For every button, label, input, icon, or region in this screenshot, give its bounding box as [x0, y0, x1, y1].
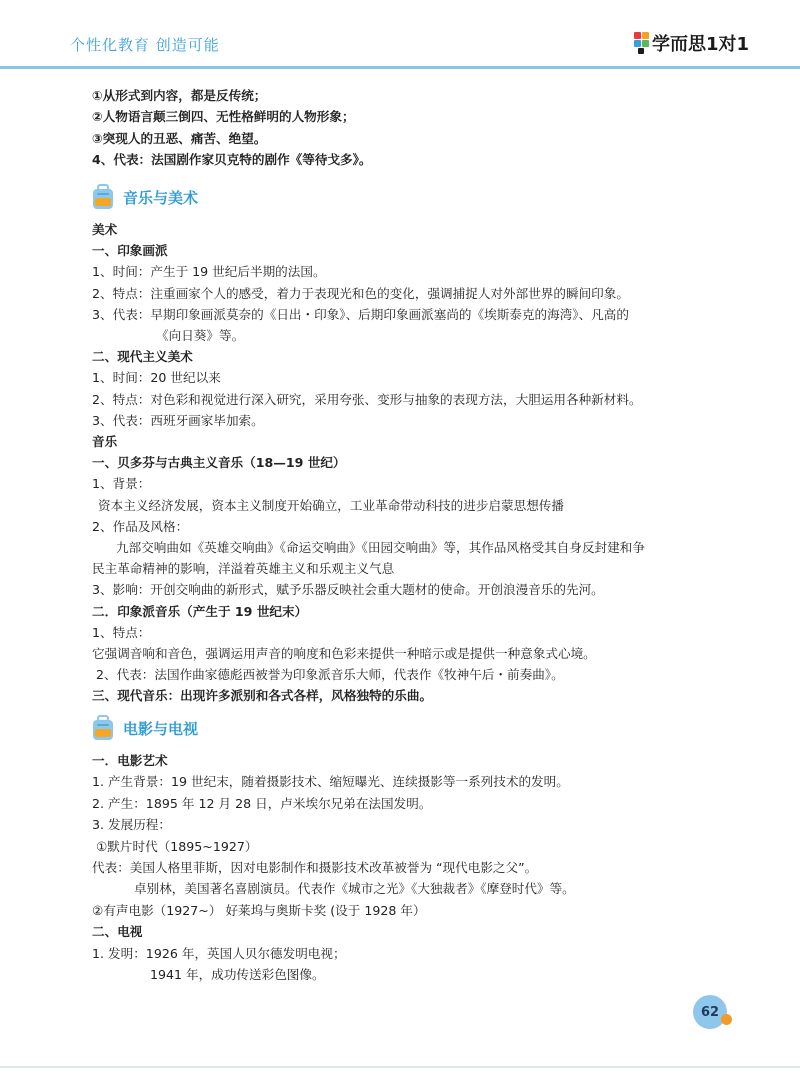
text-line: 二．印象派音乐（产生于 19 世纪末）	[92, 603, 308, 619]
text-line: 资本主义经济发展，资本主义制度开始确立，工业革命带动科技的进步启蒙思想传播	[98, 497, 564, 513]
section-heading-music-art	[92, 182, 198, 212]
text-line: 音乐	[92, 434, 118, 449]
header-slogan: 个性化教育 创造可能	[70, 36, 220, 54]
text-line: 二、电视	[92, 924, 143, 940]
section-title: 电影与电视	[123, 719, 199, 738]
text-line: 1、时间：产生于 19 世纪后半期的法国。	[92, 264, 326, 280]
text-line: 3、影响：开创交响曲的新形式，赋予乐器反映社会重大题材的使命。开创浪漫音乐的先河。	[92, 582, 604, 598]
text-line: 民主革命精神的影响，洋溢着英雄主义和乐观主义气息	[92, 561, 395, 577]
text-line: 1. 发明：1926 年，英国人贝尔德发明电视；	[92, 945, 346, 961]
header-divider	[0, 66, 800, 69]
text-line: 一、贝多芬与古典主义音乐（18—19 世纪）	[92, 455, 346, 471]
text-line: ②人物语言颠三倒四、无性格鲜明的人物形象；	[92, 109, 355, 125]
text-line: 3、代表：早期印象画派莫奈的《日出・印象》、后期印象画派塞尚的《埃斯泰克的海湾》、凡高的	[92, 306, 629, 322]
text-line: 二、现代主义美术	[92, 349, 193, 365]
text-line: ①默片时代（1895~1927）	[96, 838, 258, 854]
section-title: 音乐与美术	[123, 188, 199, 207]
text-line: 1、背景：	[92, 476, 151, 492]
text-line: 1941 年，成功传送彩色图像。	[150, 967, 325, 982]
text-line: 三、现代音乐：出现许多派别和各式各样，风格独特的乐曲。	[92, 688, 433, 704]
text-line: 2、作品及风格：	[92, 518, 189, 534]
section-heading-film-tv	[92, 713, 198, 743]
text-line: 3. 发展历程：	[92, 817, 171, 833]
text-line: 1、时间：20 世纪以来	[92, 370, 221, 386]
text-line: 2、特点：对色彩和视觉进行深入研究，采用夸张、变形与抽象的表现方法，大胆运用各种新材料。	[92, 391, 642, 407]
text-line: ①从形式到内容，都是反传统；	[92, 88, 267, 103]
brand-logo	[634, 31, 749, 55]
text-line: 美术	[92, 222, 118, 237]
page-number-dot-icon	[721, 1014, 732, 1025]
text-line: 1、特点：	[92, 624, 151, 640]
page-header	[0, 0, 800, 68]
text-line: 卓别林，美国著名喜剧演员。代表作《城市之光》《大独裁者》《摩登时代》等。	[134, 881, 575, 897]
logo-mark-icon	[634, 32, 649, 54]
brand-name: 学而思1对1	[652, 34, 750, 55]
text-line: 4、代表：法国剧作家贝克特的剧作《等待戈多》。	[92, 151, 372, 167]
text-line: 代表：美国人格里菲斯，因对电影制作和摄影技术改革被誉为 “现代电影之父”。	[92, 860, 538, 875]
text-line: 九部交响曲如《英雄交响曲》《命运交响曲》《田园交响曲》等，其作品风格受其自身反封建和争	[116, 540, 645, 555]
text-line: 3、代表：西班牙画家毕加索。	[92, 412, 264, 428]
text-line: 它强调音响和音色，强调运用声音的响度和色彩来提供一种暗示或是提供一种意象式心境。	[92, 646, 596, 661]
page-number: 62	[693, 995, 727, 1029]
text-line: 2. 产生：1895 年 12 月 28 日，卢米埃尔兄弟在法国发明。	[92, 795, 432, 811]
text-line: 1. 产生背景：19 世纪末，随着摄影技术、缩短曝光、连续摄影等一系列技术的发明。	[92, 774, 569, 790]
footer-divider	[0, 1066, 800, 1068]
text-line: ③突现人的丑恶、痛苦、绝望。	[92, 130, 267, 146]
text-line: 2、代表：法国作曲家德彪西被誉为印象派音乐大师，代表作《牧神午后・前奏曲》。	[96, 667, 564, 683]
backpack-icon	[92, 715, 114, 741]
text-line: 《向日葵》等。	[156, 328, 245, 343]
text-line: 一、印象画派	[92, 243, 168, 259]
text-line: 2、特点：注重画家个人的感受，着力于表现光和色的变化，强调捕捉人对外部世界的瞬间印象。	[92, 285, 629, 301]
backpack-icon	[92, 184, 114, 210]
text-line: ②有声电影（1927~） 好莱坞与奥斯卡奖 (设于 1928 年）	[92, 902, 426, 918]
text-line: 一．电影艺术	[92, 753, 168, 768]
